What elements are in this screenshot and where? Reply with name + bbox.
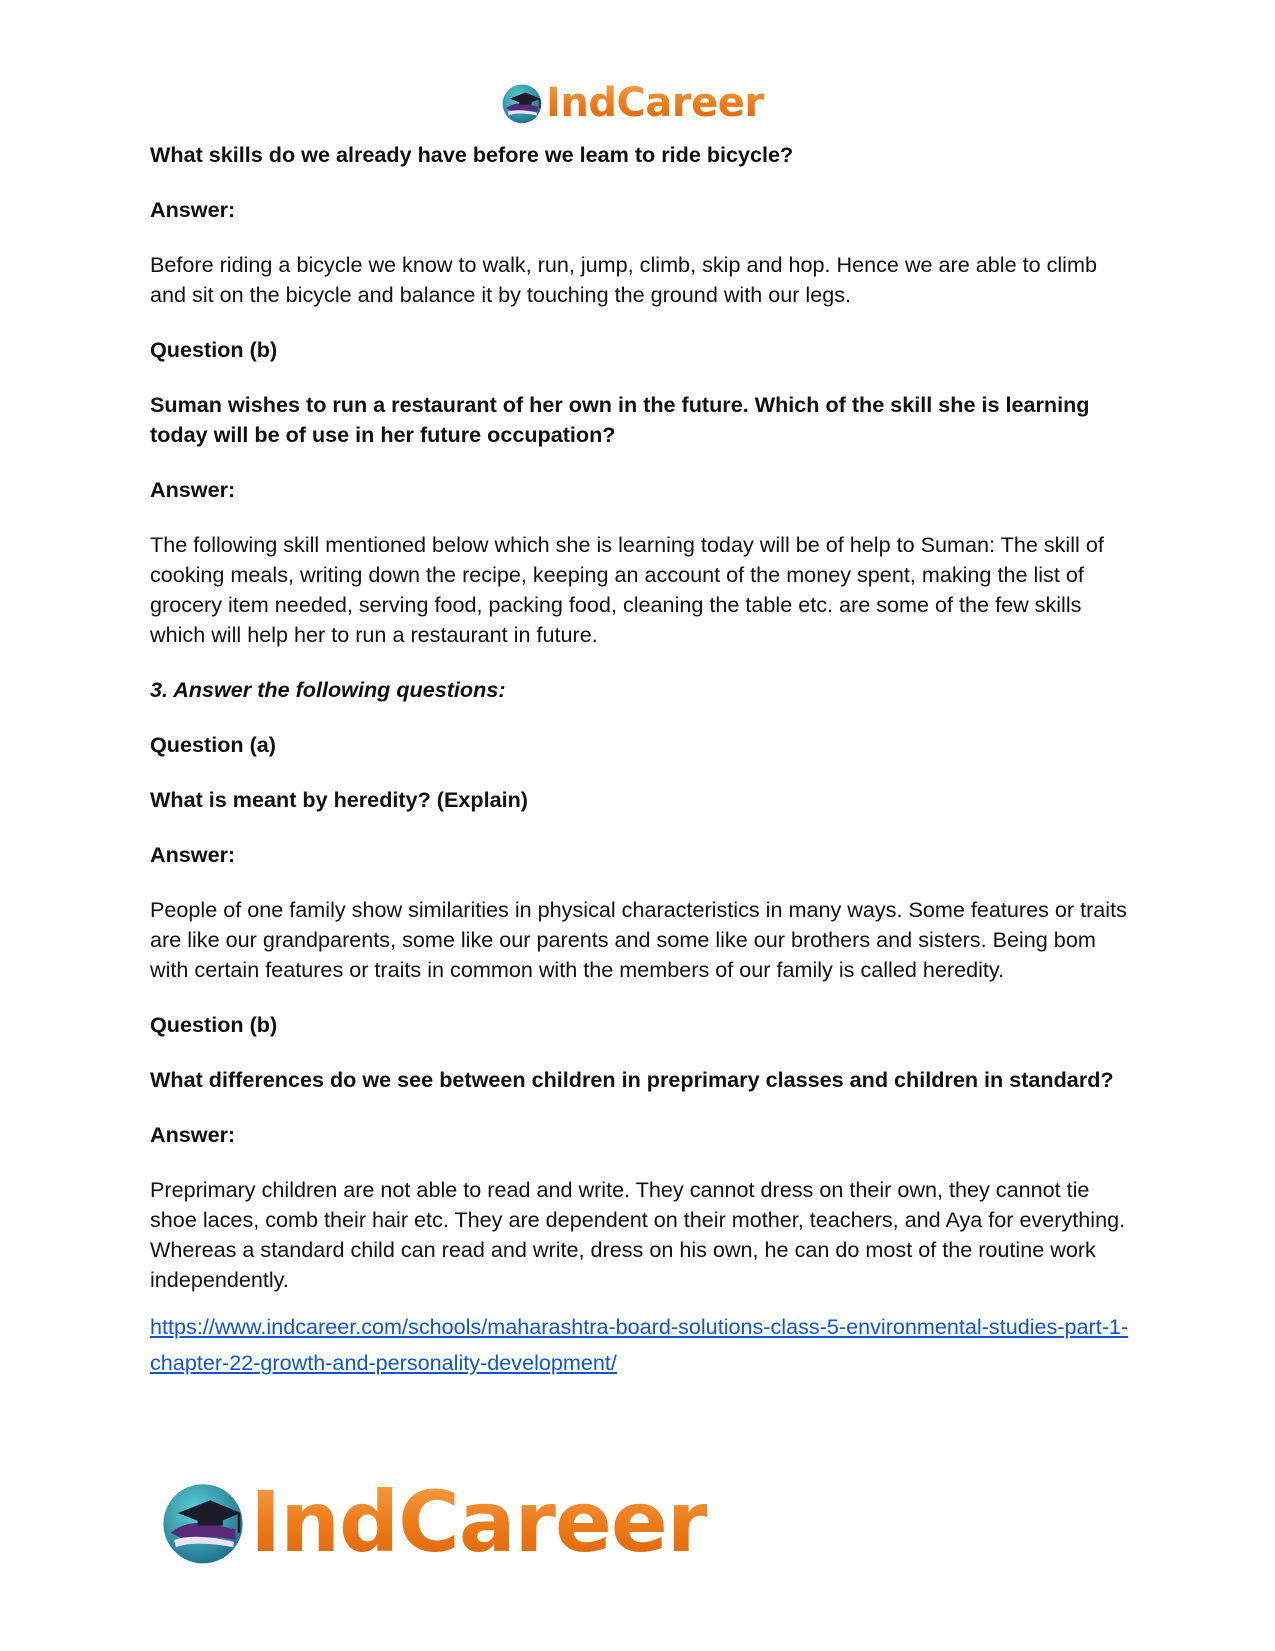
source-link[interactable]: https://www.indcareer.com/schools/maharashtra-board-solutions-class-5-environmental-studies-part-1-chapter-22-growth-and-personality-development/ xyxy=(150,1314,1129,1375)
question-text: What differences do we see between children in preprimary classes and children in standard? xyxy=(150,1067,1114,1092)
answer-label: Answer: xyxy=(150,197,236,222)
answer-text: Preprimary children are not able to read and write. They cannot dress on their own, they cannot tie shoe laces, comb their hair etc. They are dependent on their mother, teachers, and Aya for everything. Whereas a standard child can read and write, dress on his own, he can do most of the routine work independently. xyxy=(150,1177,1126,1292)
header-logo xyxy=(500,78,764,128)
answer-text: Before riding a bicycle we know to walk, run, jump, climb, skip and hop. Hence we are able to climb and sit on the bicycle and balance it by touching the ground with our legs. xyxy=(150,252,1097,307)
answer-label: Answer: xyxy=(150,477,236,502)
question-label: Question (a) xyxy=(150,732,276,757)
header-logo-text: IndCareer xyxy=(546,80,764,126)
answer-label: Answer: xyxy=(150,1122,236,1147)
footer-logo xyxy=(158,1470,707,1574)
document-body xyxy=(150,140,1130,1381)
question-label: Question (b) xyxy=(150,1012,278,1037)
section-title: 3. Answer the following questions: xyxy=(150,677,506,702)
question-label: Question (b) xyxy=(150,337,278,362)
footer-logo-text: IndCareer xyxy=(250,1473,708,1571)
answer-text: People of one family show similarities in physical characteristics in many ways. Some features or traits are like our grandparents, some like our parents and some like our brothers and sisters. Being bom with certain features or traits in common with the members of our family is called heredity. xyxy=(150,897,1127,982)
answer-text: The following skill mentioned below which she is learning today will be of help to Suman: The skill of cooking meals, writing down the recipe, keeping an account of the money spent, making the list of grocery item needed, serving food, packing food, cleaning the table etc. are some of the few skills which will help her to run a restaurant in future. xyxy=(150,532,1104,647)
answer-label: Answer: xyxy=(150,842,236,867)
question-text: What skills do we already have before we leam to ride bicycle? xyxy=(150,142,794,167)
question-text: Suman wishes to run a restaurant of her own in the future. Which of the skill she is learning today will be of use in her future occupation? xyxy=(150,392,1090,447)
graduation-cap-book-globe-icon xyxy=(500,81,544,125)
graduation-cap-book-globe-icon xyxy=(158,1477,248,1567)
question-text: What is meant by heredity? (Explain) xyxy=(150,787,528,812)
